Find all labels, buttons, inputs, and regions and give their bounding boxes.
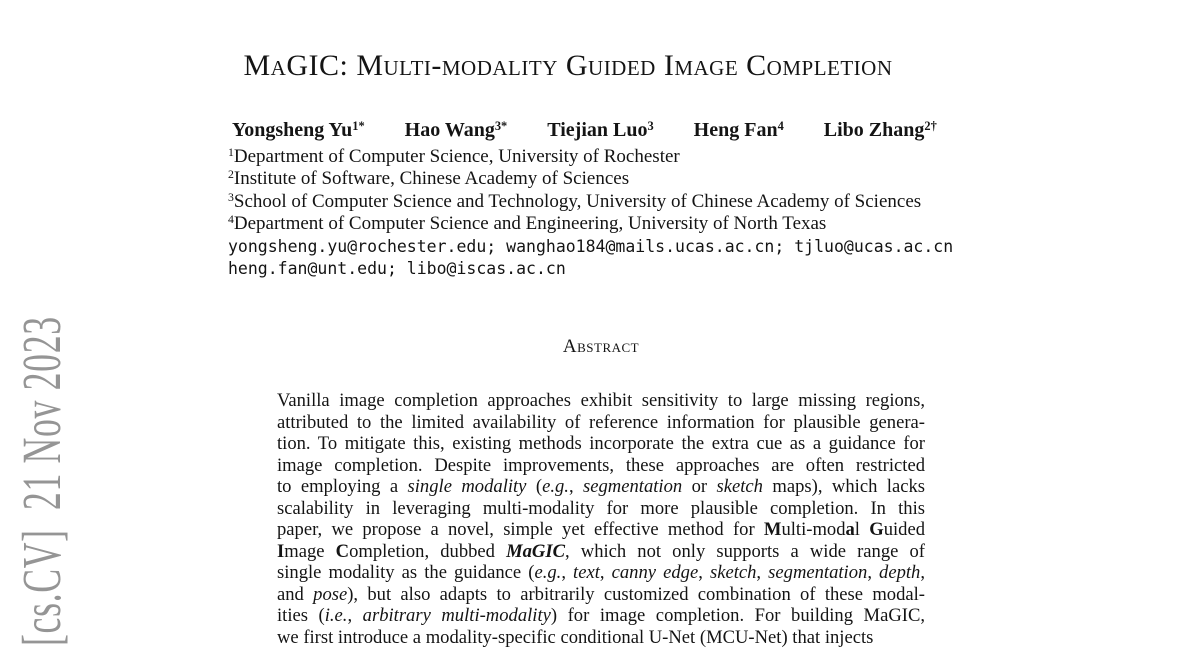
affiliation-line: $^1$Department of Computer Science, University of Rochester — [228, 146, 680, 167]
abstract-line: attributed to the limited availability of reference information for plausible genera- — [277, 411, 925, 433]
abstract-line: ities (i.e., arbitrary multi-modality) for image completion. For building MaGIC, — [277, 605, 926, 627]
abstract-styled-text: segmentation — [768, 562, 868, 584]
author-superscript: 3* — [494, 118, 508, 133]
email-line: heng.fan@unt.edu; libo@iscas.ac.cn — [228, 259, 566, 279]
abstract-heading: Abstract — [562, 336, 640, 357]
affiliation-list — [228, 146, 921, 236]
abstract-body — [277, 390, 925, 649]
abstract-line: to employing a single modality (e.g., segmentation or sketch maps), which lacks — [277, 476, 925, 498]
author-row — [232, 118, 937, 142]
abstract-line: tion. To mitigate this, existing methods incorporate the extra cue as a guidance for — [277, 433, 925, 455]
email-line: yongsheng.yu@rochester.edu; wanghao184@mails.ucas.ac.cn; tjluo@ucas.ac.cn — [228, 237, 954, 256]
abstract-styled-text: M — [763, 519, 782, 541]
abstract-line: image completion. Despite improvements, these approaches are often restricted — [277, 454, 925, 476]
abstract-styled-text: i.e. — [324, 605, 348, 627]
abstract-styled-text: canny edge — [611, 562, 699, 584]
email-lines — [228, 236, 953, 281]
author-superscript: 2† — [924, 118, 937, 133]
affiliation-superscript: 1 — [228, 146, 234, 160]
abstract-styled-text: text — [573, 562, 600, 584]
author-superscript: 1* — [352, 118, 365, 133]
abstract-styled-text: e.g. — [534, 562, 562, 584]
abstract-heading-row — [277, 336, 925, 358]
abstract-styled-text: single modality — [407, 476, 527, 498]
author-superscript: 3 — [647, 118, 654, 133]
abstract-styled-text: G — [869, 519, 884, 541]
abstract-styled-text: pose — [313, 583, 348, 605]
author-name: Tiejian Luo$^3$ — [547, 118, 654, 141]
abstract-line: Image Completion, dubbed MaGIC, which not only supports a wide range of — [277, 540, 925, 562]
affiliation-line: $^2$Institute of Software, Chinese Academy of Sciences — [228, 168, 630, 190]
author-name: Libo Zhang$^{2\dagger}$ — [823, 118, 937, 141]
abstract-styled-text: I — [277, 540, 285, 562]
affiliation-line: $^3$School of Computer Science and Technology, University of Chinese Academy of Sciences — [228, 190, 922, 212]
abstract-line: we first introduce a modality-specific conditional U-Net (MCU-Net) that injects — [277, 627, 874, 649]
abstract-styled-text: sketch — [709, 562, 757, 584]
abstract-line: single modality as the guidance (e.g., text, canny edge, sketch, segmentation, depth, — [277, 562, 926, 584]
abstract-line: scalability in leveraging multi-modality for more plausible completion. In this — [277, 497, 925, 519]
affiliation-superscript: 2 — [228, 168, 234, 182]
abstract-styled-text: arbitrary multi-modality — [362, 605, 551, 627]
affiliation-superscript: 3 — [228, 190, 234, 204]
abstract-line: paper, we propose a novel, simple yet effective method for Multi-modal Guided — [277, 519, 925, 541]
author-name: Yongsheng $Yu^{1*}$ — [232, 118, 365, 141]
paper-title: MaGIC: Multi-modality Guided Image Completion — [243, 49, 893, 82]
author-name: Heng Fan$^4$ — [693, 118, 784, 141]
affiliation-superscript: 4 — [228, 213, 234, 227]
abstract-line: Vanilla image completion approaches exhibit sensitivity to large missing regions, — [277, 390, 925, 411]
abstract-styled-text: segmentation — [583, 476, 683, 498]
affiliation-line: $^4$Department of Computer Science and Engineering, University of North Texas — [228, 213, 827, 235]
abstract-styled-text: C — [335, 540, 350, 562]
abstract-styled-text: a — [845, 519, 855, 541]
abstract-styled-text: e.g. — [542, 476, 569, 498]
author-name: Hao Wang$^{3*}$ — [404, 118, 508, 141]
abstract-line: and pose), but also adapts to arbitrarily customized combination of these modal- — [277, 583, 925, 605]
abstract-styled-text: MaGIC — [506, 540, 565, 562]
arxiv-watermark: [cs.CV] 21 Nov 2023 — [11, 316, 72, 646]
author-superscript: 4 — [777, 118, 784, 133]
abstract-styled-text: sketch — [716, 476, 763, 498]
abstract-styled-text: depth — [879, 562, 921, 584]
